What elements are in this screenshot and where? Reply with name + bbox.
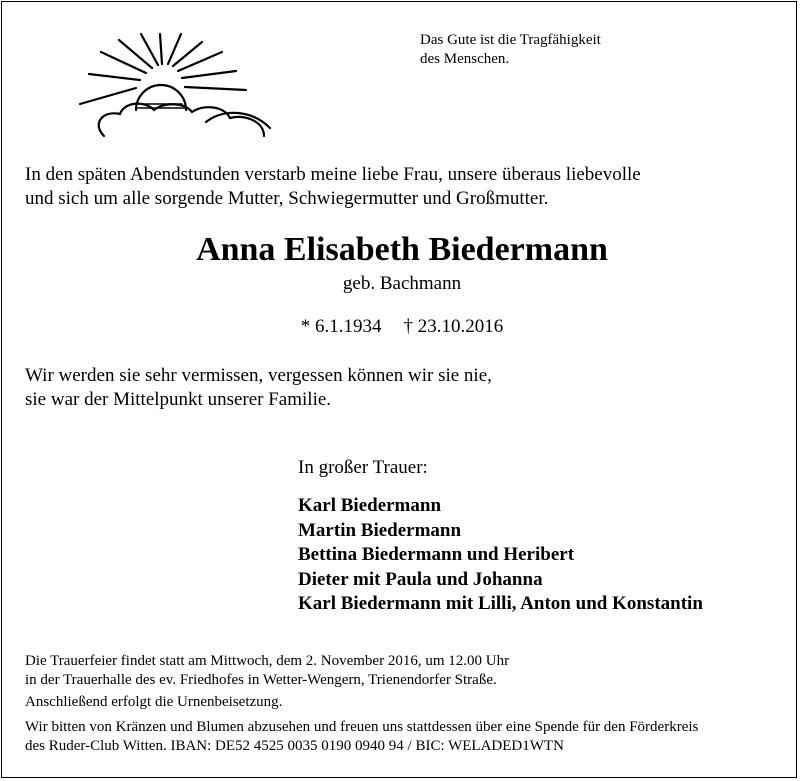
donation-line: des Ruder-Club Witten. IBAN: DE52 4525 0035 0190 0940 94 / BIC: WELADED1WTN [25, 738, 564, 754]
mourner-name: Dieter mit Paula und Johanna [298, 568, 543, 590]
funeral-line: Die Trauerfeier findet statt am Mittwoch, dem 2. November 2016, um 12.00 Uhr [25, 653, 510, 669]
donation-line: Wir bitten von Kränzen und Blumen abzusehen und freuen uns stattdessen über eine Spende für den Förderkreis [25, 719, 699, 735]
memorial-quote [25, 364, 492, 412]
death-date: † 23.10.2016 [403, 316, 504, 337]
motto-quote [420, 31, 601, 69]
quote-line: Wir werden sie sehr vermissen, vergessen können wir sie nie, [25, 365, 492, 386]
intro-line: In den späten Abendstunden verstarb meine liebe Frau, unsere überaus liebevolle [25, 164, 641, 185]
funeral-info [25, 652, 509, 690]
rising-sun-icon [74, 32, 280, 140]
urn-burial-note: Anschließend erfolgt die Urnenbeisetzung. [25, 694, 283, 710]
mourner-name: Bettina Biedermann und Heribert [298, 544, 575, 565]
obituary-frame [1, 1, 797, 778]
mourner-name: Martin Biedermann [298, 519, 462, 541]
birth-date: * 6.1.1934 [300, 316, 382, 337]
intro-line: und sich um alle sorgende Mutter, Schwiegermutter und Großmutter. [25, 188, 549, 209]
motto-line: des Menschen. [420, 51, 510, 67]
mourner-name: Karl Biedermann mit Lilli, Anton und Konstantin [298, 593, 703, 614]
maiden-name: geb. Bachmann [342, 273, 462, 294]
mourners-list [298, 494, 703, 617]
motto-line: Das Gute ist die Tragfähigkeit [420, 32, 601, 48]
intro-text [25, 163, 641, 211]
quote-line: sie war der Mittelpunkt unserer Familie. [25, 389, 332, 410]
deceased-name: Anna Elisabeth Biedermann [196, 231, 608, 268]
life-dates [2, 315, 800, 339]
mourner-name: Karl Biedermann [298, 495, 442, 516]
funeral-line: in der Trauerhalle des ev. Friedhofes in Wetter-Wengern, Trienendorfer Straße. [25, 672, 497, 688]
donation-info [25, 718, 698, 756]
mourning-label: In großer Trauer: [298, 457, 428, 478]
